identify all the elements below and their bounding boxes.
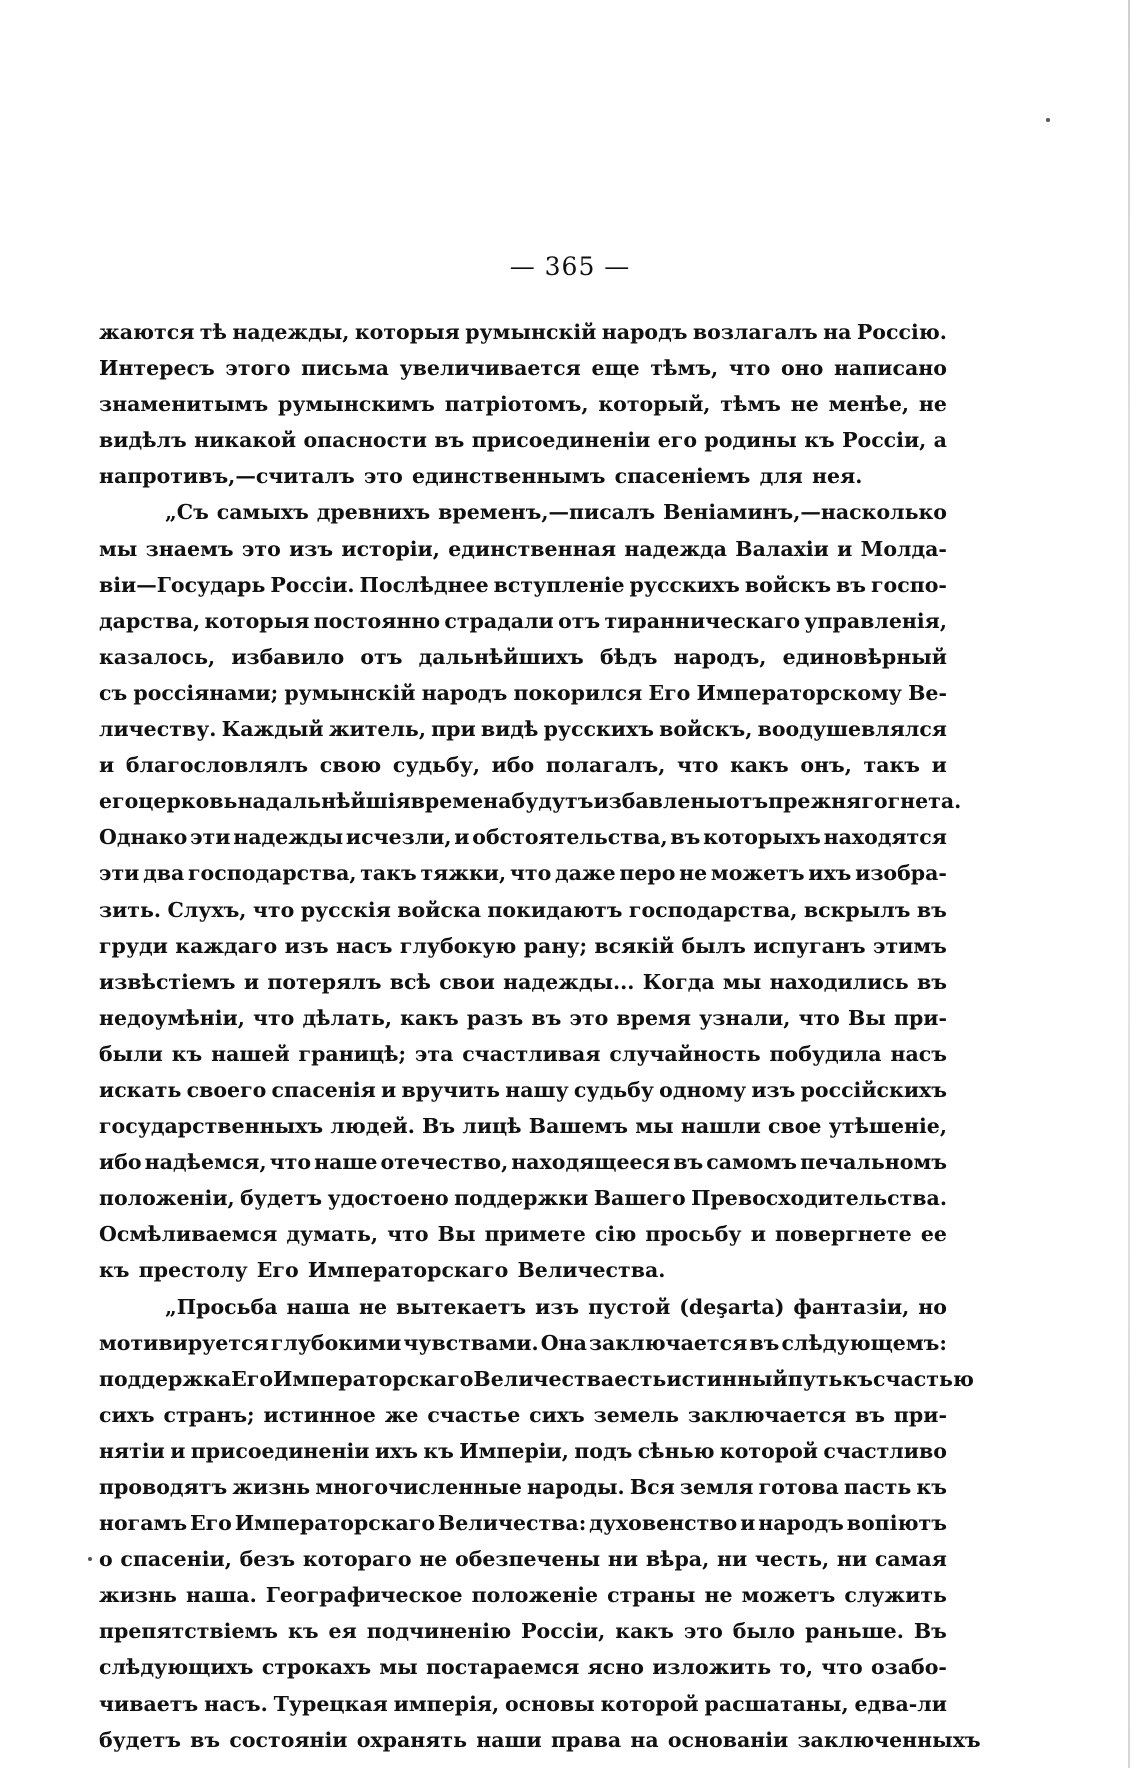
text-line: жаются тѣ надежды, которыя румынскій народъ возлагалъ на Россію. <box>99 320 947 344</box>
text-line: „Просьба наша не вытекаетъ изъ пустой (deşarta) фантазіи, но <box>165 1294 947 1319</box>
paragraph <box>99 314 947 494</box>
paragraph <box>99 1289 981 1758</box>
text-line: напротивъ,—считалъ это единственнымъ спасеніемъ для нея. <box>99 464 863 489</box>
text-line: и благословлялъ свою судьбу, ибо полагалъ, что какъ онъ, такъ и <box>99 753 947 778</box>
scan-speck <box>1046 118 1050 122</box>
text-line: знаменитымъ румынскимъ патріотомъ, который, тѣмъ не менѣе, не <box>99 392 947 417</box>
text-line: чиваетъ насъ. Турецкая имперія, основы которой расшатаны, едва-ли <box>99 1691 947 1716</box>
text-line: ибо надѣемся, что наше отечество, находящееся въ самомъ печальномъ <box>99 1150 947 1175</box>
text-line: личеству. Каждый житель, при видѣ русскихъ войскъ, воодушевлялся <box>99 717 947 742</box>
body-text <box>99 314 981 1758</box>
text-line: Интересъ этого письма увеличивается еще тѣмъ, что оно написано <box>99 356 947 381</box>
text-line: сихъ странъ; истинное же счастье сихъ земель заключается въ при- <box>99 1402 947 1427</box>
text-line: проводятъ жизнь многочисленные народы. Вся земля готова пасть къ <box>99 1475 947 1499</box>
text-line: эти два господарства, такъ тяжки, что даже перо не можетъ ихъ изобра- <box>99 861 947 886</box>
text-line: груди каждаго изъ насъ глубокую рану; всякій былъ испуганъ этимъ <box>99 933 947 958</box>
scan-speck <box>88 1557 92 1561</box>
paragraph <box>99 494 962 1288</box>
text-line: его церковь на дальнѣйшія времена будутъ избавлены отъ прежняго гнета. <box>99 789 962 814</box>
text-line: поддержка Его Императорскаго Величества есть истинный путь къ счастью <box>99 1366 974 1391</box>
text-line: недоумѣніи, что дѣлать, какъ разъ въ это время узнали, что Вы при- <box>99 1005 947 1030</box>
text-line: положеніи, будетъ удостоено поддержки Вашего Превосходительства. <box>99 1186 947 1211</box>
text-line: искать своего спасенія и вручить нашу судьбу одному изъ россійскихъ <box>99 1077 947 1102</box>
text-line: къ престолу Его Императорскаго Величества. <box>99 1258 666 1283</box>
text-line: извѣстіемъ и потерялъ всѣ свои надежды... Когда мы находились въ <box>99 969 947 994</box>
text-line: Однако эти надежды исчезли, и обстоятельства, въ которыхъ находятся <box>99 825 947 850</box>
text-line: препятствіемъ къ ея подчиненію Россіи, какъ это было раньше. Въ <box>99 1619 947 1644</box>
text-line: мотивируется глубокими чувствами. Она заключается въ слѣдующемъ: <box>99 1330 947 1355</box>
text-line: зить. Слухъ, что русскія войска покидаютъ господарства, вскрылъ въ <box>99 897 947 922</box>
text-line: дарства, которыя постоянно страдали отъ тиранническаго управленія, <box>99 608 947 633</box>
text-line: видѣлъ никакой опасности въ присоединеніи его родины къ Россіи, а <box>99 428 947 453</box>
text-line: віи—Государь Россіи. Послѣднее вступленіе русскихъ войскъ въ госпо- <box>99 572 947 597</box>
text-line: Осмѣливаемся думать, что Вы примете сію просьбу и повергнете ее <box>99 1222 947 1247</box>
text-line: о спасеніи, безъ котораго не обезпечены ни вѣра, ни честь, ни самая <box>99 1547 947 1572</box>
page-number: — 365 — <box>509 252 631 281</box>
text-line: казалось, избавило отъ дальнѣйшихъ бѣдъ народъ, единовѣрный <box>99 644 947 669</box>
text-line: „Съ самыхъ древнихъ временъ,—писалъ Веніаминъ,—насколько <box>165 500 947 525</box>
text-line: будетъ въ состояніи охранять наши права на основаніи заключенныхъ <box>99 1727 981 1752</box>
text-line: нятіи и присоединеніи ихъ къ Имперіи, подъ сѣнью которой счастливо <box>99 1438 947 1463</box>
text-line: государственныхъ людей. Въ лицѣ Вашемъ мы нашли свое утѣшеніе, <box>99 1114 947 1139</box>
text-line: жизнь наша. Географическое положеніе страны не можетъ служить <box>99 1583 947 1608</box>
text-line: мы знаемъ это изъ исторіи, единственная надежда Валахіи и Молда- <box>99 536 947 561</box>
text-line: съ россіянами; румынскій народъ покорился Его Императорскому Ве- <box>99 680 947 705</box>
text-line: ногамъ Его Императорскаго Величества: духовенство и народъ вопіютъ <box>99 1511 947 1536</box>
text-line: были къ нашей границѣ; эта счастливая случайность побудила насъ <box>99 1041 947 1066</box>
text-line: слѣдующихъ строкахъ мы постараемся ясно изложить то, что озабо- <box>99 1655 947 1680</box>
